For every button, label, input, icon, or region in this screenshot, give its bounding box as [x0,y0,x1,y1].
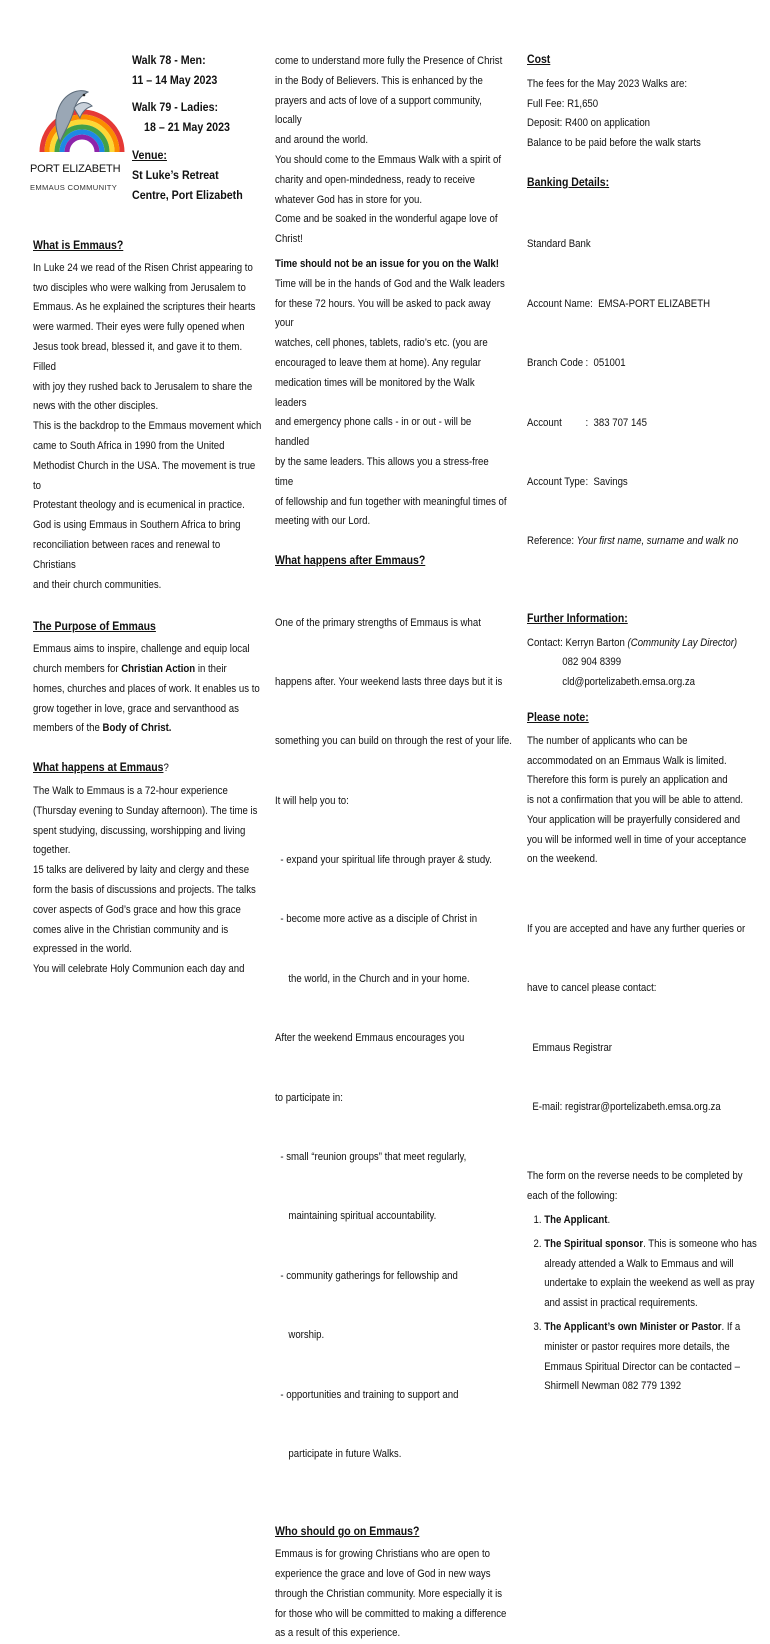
who-line: for those who will be committed to making a difference [275,1607,507,1620]
after-line: - opportunities and training to support and [275,1388,459,1401]
applicant-list [527,1211,759,1397]
time-line: of fellowship and fun together with meaningful times of [275,495,507,508]
after-line: participate in future Walks. [275,1447,402,1460]
reference-row: Reference: Your first name, surname and walk no [527,535,739,548]
after-line: - expand your spiritual life through prayer & study. [275,854,492,867]
what-happens-line: (Thursday evening to Sunday afternoon). The time is [33,804,258,817]
note-line: The number of applicants who can be [527,734,688,747]
who-body [275,1545,507,1644]
column-middle [275,52,512,1644]
christian-action-text: Christian Action [121,662,196,675]
contact-line: Contact: Kerryn Barton (Community Lay Director) [527,636,738,649]
time-line: by the same leaders. This allows you a stress-free time [275,455,489,488]
who-line: experience the grace and love of God in new ways [275,1567,491,1580]
time-line: and emergency phone calls - in or out - will be handled [275,416,472,449]
what-happens-line: 15 talks are delivered by laity and clergy and these [33,864,250,877]
purpose-heading: The Purpose of Emmaus [33,619,156,634]
intro-line: Christ! [275,233,303,246]
note-line: accommodated on an Emmaus Walk is limited. [527,754,727,767]
time-line: for these 72 hours. You will be asked to pack away your [275,297,491,330]
after-line: After the weekend Emmaus encourages you [275,1032,465,1045]
intro-line: You should come to the Emmaus Walk with a spirit of [275,153,502,166]
what-happens-body [33,782,263,980]
purpose-line: church members for Christian Action in their [33,662,227,675]
purpose-line: grow together in love, grace and servanthood as [33,702,239,715]
intro-line: in the Body of Believers. This is enhanced by the [275,74,483,87]
venue-label: Venue: [132,148,167,162]
what-happens-line: cover aspects of God’s grace and how this grace [33,903,241,916]
emmaus-logo [30,80,130,200]
form-line: each of the following: [527,1190,618,1203]
walk-header [132,50,248,205]
after-heading: What happens after Emmaus? [275,553,426,568]
cost-line: Full Fee: R1,650 [527,97,599,110]
column-left [33,236,263,980]
what-is-line: Jesus took bread, blessed it, and gave it to them. Filled [33,340,243,373]
logo-brand: PORT ELIZABETH [30,163,121,175]
after-line: - become more active as a disciple of Christ in [275,913,478,926]
time-line: medication times will be monitored by the Walk leaders [275,376,475,409]
what-is-line: were warmed. Their eyes were fully opened when [33,321,245,334]
intro-line: and around the world. [275,134,369,147]
after-line: - community gatherings for fellowship and [275,1269,458,1282]
what-is-line: and their church communities. [33,578,162,591]
form-intro [527,1167,759,1207]
what-happens-line: spent studying, discussing, worshipping and living [33,824,246,837]
intro-line: come to understand more fully the Presence of Christ [275,55,503,67]
after-line: One of the primary strengths of Emmaus is what [275,616,481,629]
intro-line: prayers and acts of love of a support community, locally [275,94,482,127]
after-line: something you can build on through the rest of your life. [275,735,512,748]
body-of-christ-text: Body of Christ. [102,722,172,735]
venue-line-2: Centre, Port Elizabeth [132,188,243,202]
registrar-label: Emmaus Registrar [527,1041,613,1054]
cancel-body [527,880,759,1157]
cost-body [527,75,759,154]
account-type-row: Account Type: Savings [527,475,628,488]
what-happens-line: expressed in the world. [33,943,132,956]
after-line: - small “reunion groups” that meet regularly, [275,1151,467,1164]
time-line: watches, cell phones, tablets, radio’s etc. (you are [275,337,488,350]
who-heading: Who should go on Emmaus? [275,1524,420,1539]
intro-continued [275,52,507,250]
intro-line: charity and open-mindedness, ready to receive [275,173,476,186]
cancel-line: If you are accepted and have any further queries or [527,922,746,935]
cost-heading: Cost [527,52,551,66]
what-happens-line: You will celebrate Holy Communion each day and [33,963,245,976]
list-item-sponsor: 2. The Spiritual sponsor. This is someone who has already attended a Walk to Emmaus and will undertake to explain the weekend as well as pray and assist in practical requirements. [544,1235,759,1314]
what-happens-line: together. [33,844,71,857]
cost-line: Balance to be paid before the walk starts [527,137,701,150]
further-body [527,634,759,693]
time-line: encouraged to leave them at home). Any regular [275,356,481,369]
branch-code-row: Branch Code : 051001 [527,357,626,370]
time-issue-body [275,275,507,532]
what-is-line: Emmaus. As he explained the scriptures their hearts [33,301,256,314]
cost-line: The fees for the May 2023 Walks are: [527,77,688,90]
bank-name: Standard Bank [527,238,591,251]
after-line: It will help you to: [275,794,349,807]
after-line: maintaining spiritual accountability. [275,1210,437,1223]
what-is-line: news with the other disciples. [33,400,159,413]
purpose-body [33,640,263,739]
purpose-line: Emmaus aims to inspire, challenge and equip local [33,643,250,656]
purpose-line: homes, churches and places of work. It enables us to [33,682,260,695]
time-issue-heading: Time should not be an issue for you on the Walk! [275,257,499,270]
further-heading: Further Information: [527,610,628,625]
what-is-line: came to South Africa in 1990 from the United [33,439,225,452]
account-name: Account Name: EMSA-PORT ELIZABETH [527,297,711,310]
what-happens-line: The Walk to Emmaus is a 72-hour experience [33,784,228,797]
what-happens-heading: What happens at Emmaus? [33,760,169,775]
cancel-line: have to cancel please contact: [527,982,657,995]
list-item-minister: 3. The Applicant’s own Minister or Pastor. If a minister or pastor requires more details, the Emmaus Spiritual Director can be contacted – Shirmell Newman 082 779 1392 [544,1318,759,1397]
venue-line-1: St Luke’s Retreat [132,168,219,182]
what-is-line: Methodist Church in the USA. The movement is true to [33,459,256,492]
what-is-body [33,259,263,596]
note-line: you will be informed well in time of your acceptance [527,833,747,846]
registrar-email[interactable]: E-mail: registrar@portelizabeth.emsa.org.za [527,1101,721,1114]
what-happens-line: comes alive in the Christian community and is [33,923,229,936]
list-item-applicant: 1. The Applicant. [544,1211,759,1231]
rainbow-dove-icon [30,80,130,158]
what-is-line: Protestant theology and is ecumenical in practice. [33,499,245,512]
column-right [527,50,759,1401]
note-heading: Please note: [527,709,589,724]
after-line: the world, in the Church and in your home. [275,972,470,985]
account-number-row: Account : 383 707 145 [527,416,648,429]
what-is-line: reconciliation between races and renewal to Christians [33,538,221,571]
banking-heading: Banking Details: [527,174,610,189]
after-line: happens after. Your weekend lasts three days but it is [275,675,503,688]
contact-email[interactable]: cld@portelizabeth.emsa.org.za [562,676,696,689]
logo-tagline: EMMAUS COMMUNITY [30,183,118,192]
purpose-line: members of the Body of Christ. [33,722,172,735]
after-line: worship. [275,1329,325,1342]
what-is-line: This is the backdrop to the Emmaus movement which [33,420,262,433]
who-line: Emmaus is for growing Christians who are open to [275,1548,490,1561]
time-line: meeting with our Lord. [275,515,371,528]
what-is-line: God is using Emmaus in Southern Africa to bring [33,519,241,532]
note-line: is not a confirmation that you will be able to attend. [527,794,744,807]
what-is-heading: What is Emmaus? [33,238,124,252]
form-line: The form on the reverse needs to be completed by [527,1170,743,1183]
note-line: Your application will be prayerfully considered and [527,813,741,826]
contact-phone: 082 904 8399 [562,656,622,669]
what-happens-line: form the basis of discussions and projects. The talks [33,883,256,896]
walk-men-label: Walk 78 - Men: [132,53,206,67]
what-is-line: In Luke 24 we read of the Risen Christ appearing to [33,261,253,274]
intro-line: Come and be soaked in the wonderful agape love of [275,213,498,226]
walk-ladies-dates: 18 – 21 May 2023 [144,120,230,134]
time-line: Time will be in the hands of God and the Walk leaders [275,277,505,290]
note-line: Therefore this form is purely an application and [527,774,728,787]
walk-men-dates: 11 – 14 May 2023 [132,73,218,87]
note-body [527,732,759,871]
banking-body [527,196,759,592]
who-line: as a result of this experience. [275,1627,401,1640]
walk-ladies-label: Walk 79 - Ladies: [132,100,219,114]
note-line: on the weekend. [527,853,598,866]
who-line: through the Christian community. More especially it is [275,1587,503,1600]
intro-line: whatever God has in store for you. [275,193,423,206]
cost-line: Deposit: R400 on application [527,117,651,130]
after-body [275,574,512,1504]
after-line: to participate in: [275,1091,343,1104]
what-is-line: two disciples who were walking from Jerusalem to [33,281,246,294]
what-is-line: with joy they rushed back to Jerusalem to share the [33,380,253,393]
